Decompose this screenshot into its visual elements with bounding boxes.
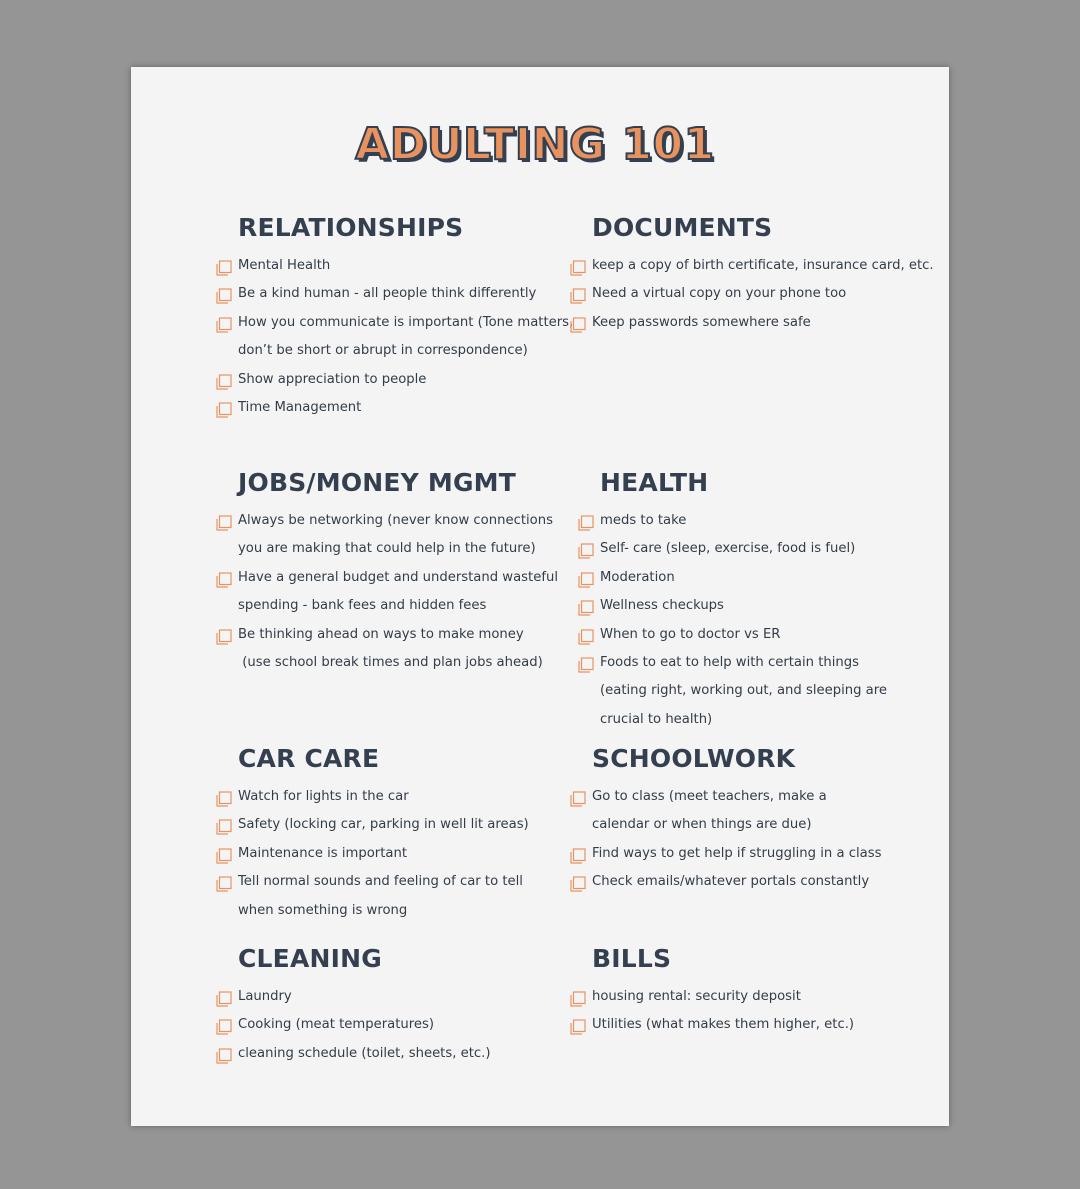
section-heading: RELATIONSHIPS xyxy=(238,213,464,242)
checkbox-icon[interactable] xyxy=(216,848,232,864)
checklist-item-text: Need a virtual copy on your phone too xyxy=(592,286,847,302)
checklist-item-text: (eating right, working out, and sleeping are xyxy=(600,683,887,699)
checklist-item-text: Laundry xyxy=(238,989,292,1004)
checklist-item-text: (use school break times and plan jobs ahead) xyxy=(238,655,543,671)
checklist-item[interactable] xyxy=(216,811,529,839)
section-bills xyxy=(570,946,854,1040)
checkbox-icon[interactable] xyxy=(216,876,232,892)
checklist-item-text: Check emails/whatever portals constantly xyxy=(592,874,870,890)
checkbox-icon[interactable] xyxy=(216,317,232,333)
checkbox-icon[interactable] xyxy=(216,402,232,418)
checklist-item[interactable] xyxy=(216,309,573,366)
section-car-care xyxy=(216,746,529,925)
checklist-item-text: crucial to health) xyxy=(600,711,713,727)
checkbox-icon[interactable] xyxy=(216,515,232,531)
section-heading: CAR CARE xyxy=(238,744,380,773)
checklist xyxy=(216,983,490,1068)
checklist-item-text: Cooking (meat temperatures) xyxy=(238,1017,435,1033)
checklist-item-text: Safety (locking car, parking in well lit areas) xyxy=(238,817,529,833)
checklist-item-text: Show appreciation to people xyxy=(238,371,427,387)
checklist-item[interactable] xyxy=(216,983,490,1011)
checklist-item[interactable] xyxy=(578,507,887,535)
checklist-item[interactable] xyxy=(570,840,881,868)
checklist-page xyxy=(131,67,949,1126)
checklist-item[interactable] xyxy=(216,366,573,394)
checklist-item-text: Time Management xyxy=(238,400,362,416)
section-health xyxy=(578,470,887,734)
checklist-item[interactable] xyxy=(578,564,887,592)
checklist xyxy=(578,507,887,734)
checkbox-icon[interactable] xyxy=(216,791,232,807)
checklist-item-text: Foods to eat to help with certain things xyxy=(600,655,860,671)
checklist xyxy=(216,783,529,925)
checkbox-icon[interactable] xyxy=(578,600,594,616)
checklist-item[interactable] xyxy=(570,1011,854,1039)
checklist xyxy=(570,983,854,1040)
checklist-item-text: Maintenance is important xyxy=(238,845,407,861)
checklist-item[interactable] xyxy=(216,507,558,564)
checklist xyxy=(570,252,934,337)
checklist-item-text: Wellness checkups xyxy=(600,598,724,614)
checklist-item-text: cleaning schedule (toilet, sheets, etc.) xyxy=(238,1045,491,1061)
checklist-item[interactable] xyxy=(216,621,558,678)
checklist xyxy=(570,783,881,897)
checklist-item[interactable] xyxy=(216,394,573,422)
checkbox-icon[interactable] xyxy=(578,657,594,673)
checklist-item[interactable] xyxy=(570,983,854,1011)
checkbox-icon[interactable] xyxy=(570,848,586,864)
checklist-item-text: Keep passwords somewhere safe xyxy=(592,314,811,330)
checkbox-icon[interactable] xyxy=(570,260,586,276)
checklist-item-text: Be a kind human - all people think differently xyxy=(238,286,537,302)
checklist xyxy=(216,252,573,422)
checklist-item-text: Watch for lights in the car xyxy=(238,789,409,804)
checklist-item[interactable] xyxy=(216,1011,490,1039)
checklist-item[interactable] xyxy=(570,280,934,308)
checklist-item-text: Mental Health xyxy=(238,258,331,273)
checkbox-icon[interactable] xyxy=(578,629,594,645)
section-heading: DOCUMENTS xyxy=(592,213,773,242)
checklist-item-text: when something is wrong xyxy=(238,902,408,918)
checklist-item[interactable] xyxy=(570,309,934,337)
section-jobs-money xyxy=(216,470,558,677)
section-heading: HEALTH xyxy=(600,468,709,497)
checklist-item[interactable] xyxy=(216,1040,490,1068)
checkbox-icon[interactable] xyxy=(216,1048,232,1064)
checkbox-icon[interactable] xyxy=(216,629,232,645)
checklist-item[interactable] xyxy=(578,535,887,563)
checklist-item[interactable] xyxy=(216,252,573,280)
checklist xyxy=(216,507,558,677)
checkbox-icon[interactable] xyxy=(216,991,232,1007)
section-heading: BILLS xyxy=(592,944,672,973)
checklist-item-text: Always be networking (never know connections xyxy=(238,513,553,528)
checkbox-icon[interactable] xyxy=(216,819,232,835)
checkbox-icon[interactable] xyxy=(216,1019,232,1035)
checkbox-icon[interactable] xyxy=(216,572,232,588)
checklist-item-text: Be thinking ahead on ways to make money xyxy=(238,626,524,642)
checklist-item-text: When to go to doctor vs ER xyxy=(600,626,781,642)
checklist-item[interactable] xyxy=(570,252,934,280)
checklist-item-text: calendar or when things are due) xyxy=(592,817,812,833)
checklist-item[interactable] xyxy=(216,868,529,925)
checklist-item-text: meds to take xyxy=(600,513,687,528)
checklist-item-text: Tell normal sounds and feeling of car to tell xyxy=(238,874,523,890)
section-schoolwork xyxy=(570,746,881,897)
checkbox-icon[interactable] xyxy=(570,876,586,892)
checklist-item-text: housing rental: security deposit xyxy=(592,989,801,1004)
page-title: ADULTING 101 xyxy=(355,119,715,170)
checklist-item[interactable] xyxy=(578,621,887,649)
checkbox-icon[interactable] xyxy=(570,1019,586,1035)
checkbox-icon[interactable] xyxy=(216,374,232,390)
checklist-item-text: keep a copy of birth certificate, insurance card, etc. xyxy=(592,258,934,273)
checkbox-icon[interactable] xyxy=(216,260,232,276)
checklist-item[interactable] xyxy=(216,783,529,811)
checklist-item-text: Have a general budget and understand wasteful xyxy=(238,569,558,585)
checkbox-icon[interactable] xyxy=(578,572,594,588)
section-cleaning xyxy=(216,946,490,1068)
section-relationships xyxy=(216,215,573,422)
checklist-item[interactable] xyxy=(570,783,881,840)
checklist-item[interactable] xyxy=(216,564,558,621)
checklist-item[interactable] xyxy=(578,649,887,734)
checklist-item-text: Utilities (what makes them higher, etc.) xyxy=(592,1017,855,1033)
checklist-item[interactable] xyxy=(570,868,881,896)
checklist-item-text: Go to class (meet teachers, make a xyxy=(592,789,827,804)
checklist-item-text: you are making that could help in the future) xyxy=(238,541,536,557)
checkbox-icon[interactable] xyxy=(570,791,586,807)
checklist-item-text: spending - bank fees and hidden fees xyxy=(238,598,487,614)
checklist-item[interactable] xyxy=(216,280,573,308)
checklist-item-text: Moderation xyxy=(600,569,675,585)
checkbox-icon[interactable] xyxy=(578,543,594,559)
checkbox-icon[interactable] xyxy=(570,991,586,1007)
checkbox-icon[interactable] xyxy=(216,288,232,304)
checklist-item[interactable] xyxy=(578,592,887,620)
checkbox-icon[interactable] xyxy=(578,515,594,531)
section-heading: CLEANING xyxy=(238,944,382,973)
checklist-item[interactable] xyxy=(216,840,529,868)
checklist-item-text: Self- care (sleep, exercise, food is fuel) xyxy=(600,541,856,557)
checklist-item-text: Find ways to get help if struggling in a class xyxy=(592,845,882,861)
section-heading: JOBS/MONEY MGMT xyxy=(238,468,517,497)
checklist-item-text: How you communicate is important (Tone matters, xyxy=(238,314,574,330)
section-documents xyxy=(570,215,934,337)
checklist-item-text: don’t be short or abrupt in correspondence) xyxy=(238,343,528,359)
checkbox-icon[interactable] xyxy=(570,288,586,304)
section-heading: SCHOOLWORK xyxy=(592,744,796,773)
checkbox-icon[interactable] xyxy=(570,317,586,333)
